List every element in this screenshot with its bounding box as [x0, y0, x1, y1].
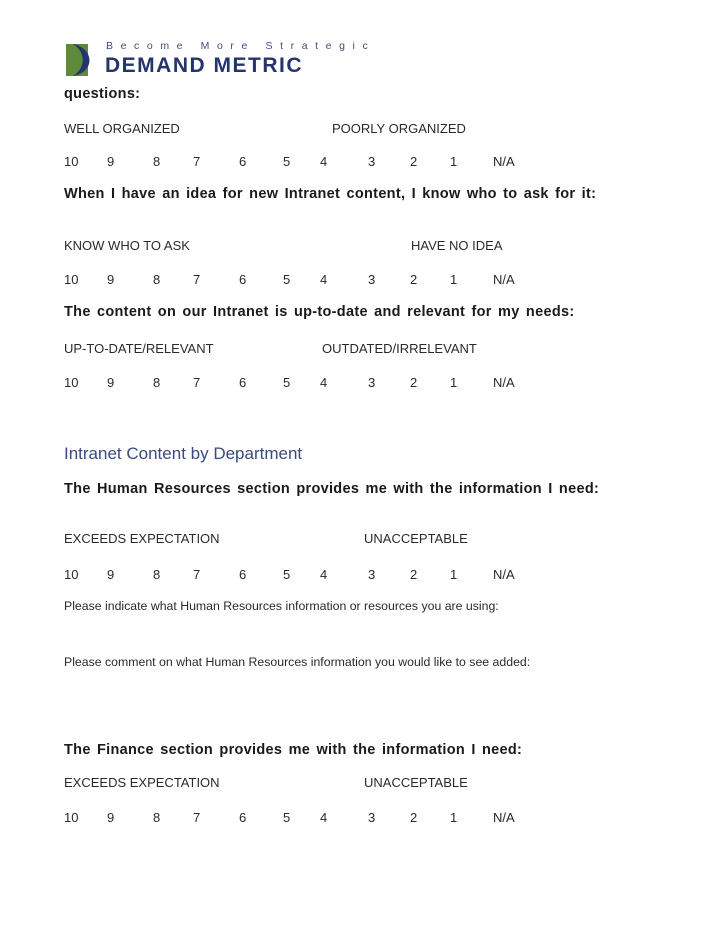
- scale-value: 8: [153, 810, 161, 825]
- scale-value: 2: [410, 272, 418, 287]
- scale-value: N/A: [493, 272, 515, 287]
- q3-right-label: OUTDATED/IRRELEVANT: [322, 341, 477, 356]
- q1-right-label: POORLY ORGANIZED: [332, 121, 466, 136]
- scale-value: 7: [193, 810, 201, 825]
- logo-mark-icon: [64, 42, 98, 78]
- scale-value: 8: [153, 154, 161, 169]
- q4-prompt-added: Please comment on what Human Resources information you would like to see added:: [64, 655, 531, 669]
- scale-value: 9: [107, 567, 115, 582]
- scale-value: 5: [283, 375, 291, 390]
- scale-value: 8: [153, 567, 161, 582]
- scale-value: 10: [64, 375, 79, 390]
- scale-value: 6: [239, 810, 247, 825]
- scale-value: 7: [193, 154, 201, 169]
- scale-value: 6: [239, 375, 247, 390]
- scale-value: 1: [450, 567, 458, 582]
- scale-value: 8: [153, 375, 161, 390]
- q4-left-label: EXCEEDS EXPECTATION: [64, 531, 220, 546]
- scale-value: 5: [283, 810, 291, 825]
- q3-left-label: UP-TO-DATE/RELEVANT: [64, 341, 214, 356]
- scale-value: 7: [193, 272, 201, 287]
- scale-value: 2: [410, 375, 418, 390]
- scale-value: 6: [239, 567, 247, 582]
- scale-value: 2: [410, 154, 418, 169]
- scale-value: 3: [368, 272, 376, 287]
- scale-value: 3: [368, 810, 376, 825]
- scale-value: 3: [368, 567, 376, 582]
- scale-value: 10: [64, 272, 79, 287]
- scale-value: 8: [153, 272, 161, 287]
- scale-value: 4: [320, 810, 328, 825]
- scale-value: 10: [64, 154, 79, 169]
- q5-text: The Finance section provides me with the information I need:: [64, 742, 523, 758]
- q5-left-label: EXCEEDS EXPECTATION: [64, 775, 220, 790]
- scale-value: 1: [450, 375, 458, 390]
- scale-value: 5: [283, 272, 291, 287]
- scale-value: 9: [107, 272, 115, 287]
- scale-value: 9: [107, 154, 115, 169]
- scale-value: 5: [283, 567, 291, 582]
- scale-value: 4: [320, 272, 328, 287]
- demand-metric-logo: [64, 40, 376, 82]
- scale-value: 3: [368, 154, 376, 169]
- scale-value: 6: [239, 272, 247, 287]
- question-fragment: questions:: [64, 86, 141, 102]
- q4-prompt-using: Please indicate what Human Resources information or resources you are using:: [64, 599, 499, 613]
- scale-value: 9: [107, 375, 115, 390]
- scale-value: 6: [239, 154, 247, 169]
- q4-right-label: UNACCEPTABLE: [364, 531, 468, 546]
- q3-text: The content on our Intranet is up-to-date and relevant for my needs:: [64, 304, 575, 320]
- scale-value: 5: [283, 154, 291, 169]
- q1-left-label: WELL ORGANIZED: [64, 121, 180, 136]
- scale-value: 4: [320, 375, 328, 390]
- scale-value: 1: [450, 810, 458, 825]
- scale-value: 1: [450, 272, 458, 287]
- q5-right-label: UNACCEPTABLE: [364, 775, 468, 790]
- scale-value: 7: [193, 375, 201, 390]
- scale-value: N/A: [493, 154, 515, 169]
- brand-name: DEMAND METRIC: [105, 54, 303, 77]
- scale-value: N/A: [493, 567, 515, 582]
- q2-right-label: HAVE NO IDEA: [411, 238, 503, 253]
- scale-value: 3: [368, 375, 376, 390]
- scale-value: 10: [64, 567, 79, 582]
- scale-value: N/A: [493, 810, 515, 825]
- scale-value: 2: [410, 567, 418, 582]
- q4-text: The Human Resources section provides me with the information I need:: [64, 481, 600, 497]
- scale-value: 7: [193, 567, 201, 582]
- q2-text: When I have an idea for new Intranet content, I know who to ask for it:: [64, 186, 597, 202]
- scale-value: 10: [64, 810, 79, 825]
- scale-value: 1: [450, 154, 458, 169]
- scale-value: 2: [410, 810, 418, 825]
- scale-value: 9: [107, 810, 115, 825]
- scale-value: 4: [320, 567, 328, 582]
- scale-value: N/A: [493, 375, 515, 390]
- section-heading: Intranet Content by Department: [64, 444, 303, 463]
- scale-value: 4: [320, 154, 328, 169]
- q2-left-label: KNOW WHO TO ASK: [64, 238, 190, 253]
- brand-tagline: Become More Strategic: [106, 40, 376, 52]
